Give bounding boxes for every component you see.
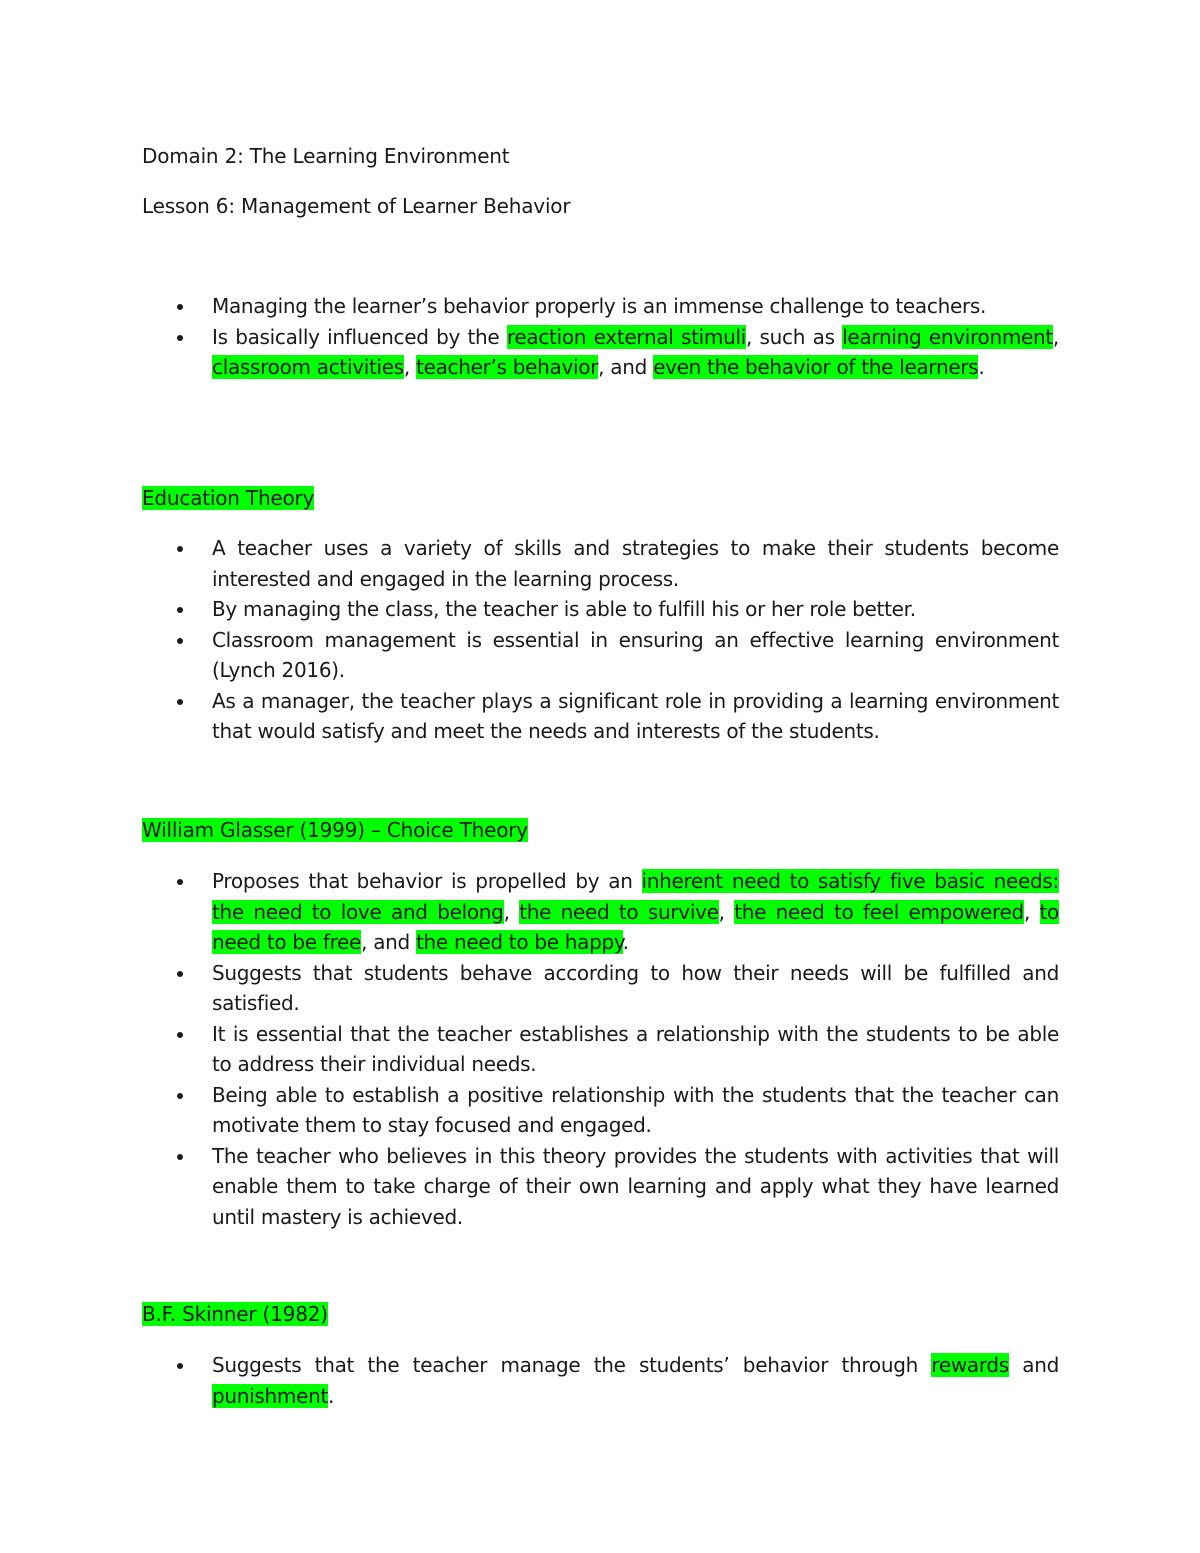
list-item: The teacher who believes in this theory provides the students with activities that will enable them to take charge of their own learning and apply what they have learned until mastery is achieved. — [142, 1141, 1059, 1233]
domain-heading: Domain 2: The Learning Environment — [142, 144, 510, 168]
list-item: Suggests that students behave according to how their needs will be fulfilled and satisfied. — [142, 958, 1059, 1019]
skinner-list — [142, 1350, 1059, 1411]
section-title-skinner: B.F. Skinner (1982) — [142, 1302, 328, 1326]
highlight: the need to love and belong — [212, 899, 504, 924]
list-item: As a manager, the teacher plays a significant role in providing a learning environment that would satisfy and meet the needs and interests of the students. — [142, 686, 1059, 747]
education-theory-list — [142, 533, 1059, 747]
list-item: Suggests that the teacher manage the students’ behavior through rewards and punishment. — [142, 1350, 1059, 1411]
highlight: to need to be free — [212, 899, 1059, 954]
highlight: rewards — [931, 1353, 1009, 1377]
highlight: reaction external stimuli — [506, 324, 747, 349]
choice-theory-list — [142, 866, 1059, 1232]
list-item: By managing the class, the teacher is able to fulfill his or her role better. — [142, 594, 1059, 625]
highlight: teacher’s behavior — [416, 355, 599, 379]
list-item: Is basically influenced by the reaction external stimuli, such as learning environment, classroom activities, teacher’s behavior, and even the behavior of the learners. — [142, 322, 1059, 383]
highlight: punishment — [212, 1383, 329, 1408]
list-item: Managing the learner’s behavior properly is an immense challenge to teachers. — [142, 291, 1059, 322]
lesson-heading: Lesson 6: Management of Learner Behavior — [142, 194, 571, 218]
highlight: the need to feel empowered — [734, 899, 1024, 924]
highlight: the need to be happy — [415, 930, 623, 954]
highlight: the need to survive — [519, 899, 719, 924]
section-title-education-theory: Education Theory — [142, 486, 315, 510]
list-item: A teacher uses a variety of skills and strategies to make their students become interested and engaged in the learning process. — [142, 533, 1059, 594]
highlight: even the behavior of the learners — [653, 355, 979, 379]
list-item: Proposes that behavior is propelled by an inherent need to satisfy five basic needs: the need to love and belong, the need to survive, the need to feel empowered, to need to be free, and the need to be happy. — [142, 866, 1059, 958]
highlight: inherent need to satisfy five basic needs: — [641, 869, 1059, 893]
list-item: Being able to establish a positive relationship with the students that the teacher can motivate them to stay focused and engaged. — [142, 1080, 1059, 1141]
list-item: It is essential that the teacher establishes a relationship with the students to be able to address their individual needs. — [142, 1019, 1059, 1080]
section-title-choice-theory: William Glasser (1999) – Choice Theory — [142, 818, 528, 842]
highlight: classroom activities — [212, 355, 404, 379]
list-item: Classroom management is essential in ensuring an effective learning environment (Lynch 2016). — [142, 625, 1059, 686]
highlight: learning environment — [842, 324, 1053, 349]
intro-list — [142, 291, 1059, 383]
